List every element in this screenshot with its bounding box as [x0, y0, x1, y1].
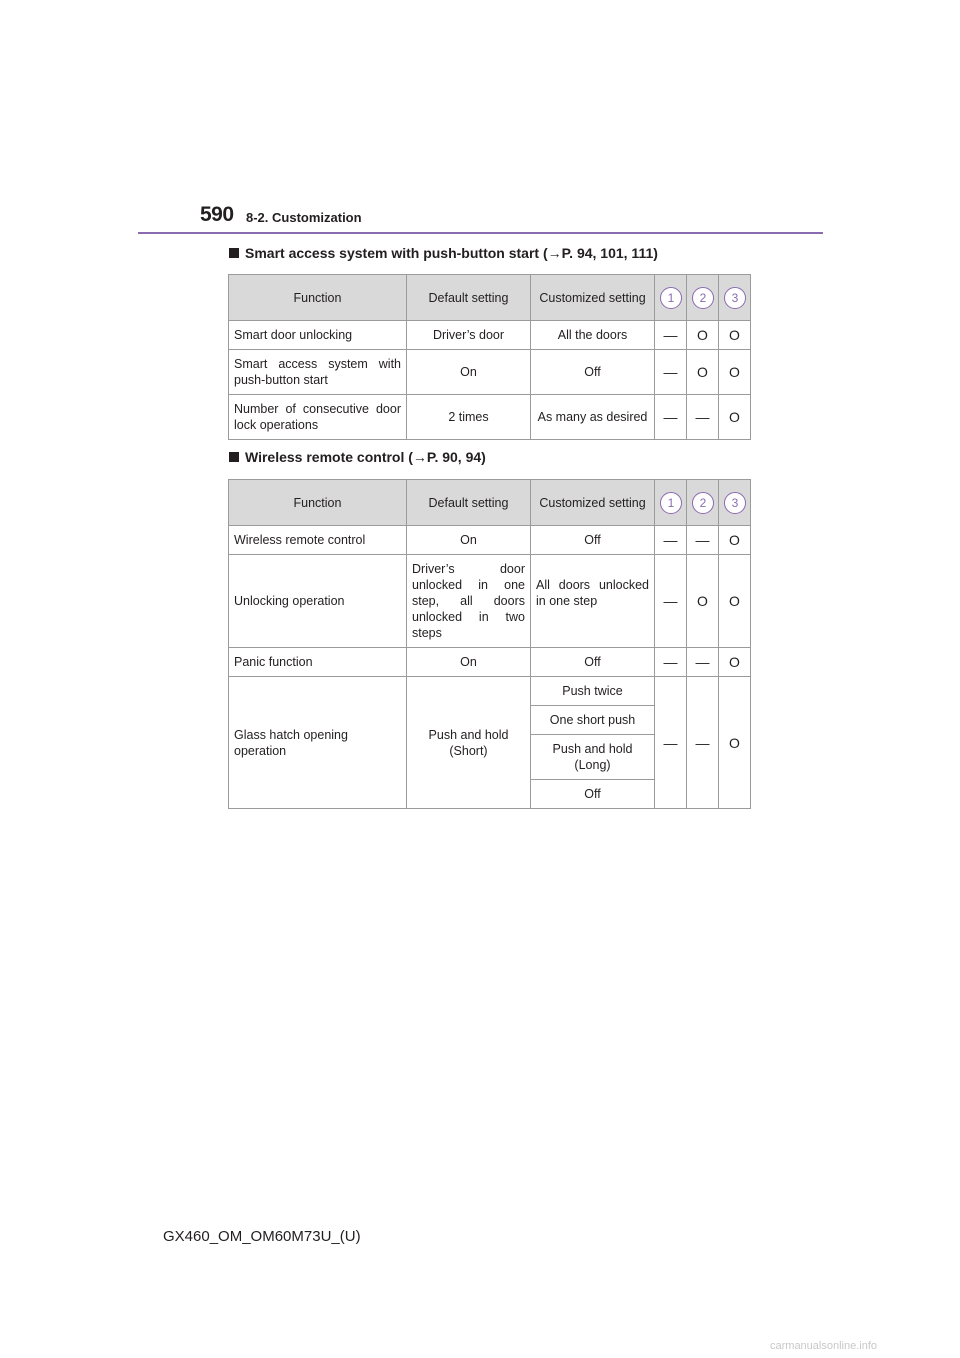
col-header-function: Function — [229, 480, 407, 526]
cell-mark-3: O — [719, 648, 751, 677]
col-header-function: Function — [229, 275, 407, 321]
cell-option: Off — [531, 780, 655, 809]
cell-mark-1: — — [655, 395, 687, 440]
cell-function: Wireless remote control — [229, 526, 407, 555]
wireless-remote-table — [228, 479, 751, 809]
cell-mark-2: O — [687, 321, 719, 350]
header-divider — [138, 232, 823, 234]
cell-mark-1: — — [655, 526, 687, 555]
cell-default: Driver’s door unlocked in one step, all doors unlocked in two steps — [407, 555, 531, 648]
cell-function: Smart door unlocking — [229, 321, 407, 350]
table-row — [229, 350, 751, 395]
cell-function: Number of consecutive door lock operations — [229, 395, 407, 440]
cell-mark-2: — — [687, 677, 719, 809]
table-header-row — [229, 275, 751, 321]
circled-3-icon: 3 — [724, 287, 746, 309]
table-row — [229, 648, 751, 677]
col-header-1 — [655, 480, 687, 526]
cell-mark-3: O — [719, 677, 751, 809]
table-row — [229, 321, 751, 350]
cell-mark-2: O — [687, 555, 719, 648]
cell-mark-3: O — [719, 526, 751, 555]
col-header-3 — [719, 480, 751, 526]
cell-customized: Off — [531, 648, 655, 677]
cell-default: On — [407, 648, 531, 677]
circled-1-icon: 1 — [660, 492, 682, 514]
cell-customized: Off — [531, 350, 655, 395]
cell-mark-3: O — [719, 321, 751, 350]
cell-mark-2: O — [687, 350, 719, 395]
col-header-customized: Customized setting — [531, 275, 655, 321]
footer-document-code: GX460_OM_OM60M73U_(U) — [163, 1228, 361, 1245]
cell-mark-1: — — [655, 648, 687, 677]
cell-mark-1: — — [655, 555, 687, 648]
cell-mark-2: — — [687, 395, 719, 440]
col-header-3 — [719, 275, 751, 321]
cell-default: On — [407, 526, 531, 555]
cell-option: Push and hold (Long) — [531, 735, 655, 780]
bullet-square-icon — [229, 248, 239, 258]
col-header-default: Default setting — [407, 275, 531, 321]
col-header-2 — [687, 275, 719, 321]
cell-function: Panic function — [229, 648, 407, 677]
table-row — [229, 677, 751, 706]
circled-1-icon: 1 — [660, 287, 682, 309]
table2-title: Wireless remote control (→P. 90, 94) — [245, 449, 486, 465]
bullet-square-icon — [229, 452, 239, 462]
cell-mark-3: O — [719, 350, 751, 395]
cell-mark-3: O — [719, 395, 751, 440]
watermark: carmanualsonline.info — [770, 1340, 878, 1352]
table-row — [229, 555, 751, 648]
cell-mark-3: O — [719, 555, 751, 648]
cell-option: Push twice — [531, 677, 655, 706]
table1-heading — [229, 245, 658, 261]
smart-access-table — [228, 274, 751, 440]
cell-customized: Off — [531, 526, 655, 555]
col-header-customized: Customized setting — [531, 480, 655, 526]
page-number: 590 — [200, 203, 234, 226]
cell-function: Unlocking operation — [229, 555, 407, 648]
col-header-1 — [655, 275, 687, 321]
cell-default: Driver’s door — [407, 321, 531, 350]
circled-2-icon: 2 — [692, 287, 714, 309]
cell-function: Glass hatch opening operation — [229, 677, 407, 809]
col-header-default: Default setting — [407, 480, 531, 526]
cell-mark-1: — — [655, 350, 687, 395]
cell-customized: As many as desired — [531, 395, 655, 440]
table-header-row — [229, 480, 751, 526]
section-title: 8-2. Customization — [246, 210, 362, 225]
col-header-2 — [687, 480, 719, 526]
table2-heading — [229, 449, 486, 465]
cell-default: Push and hold (Short) — [407, 677, 531, 809]
circled-2-icon: 2 — [692, 492, 714, 514]
cell-default: 2 times — [407, 395, 531, 440]
table-row — [229, 395, 751, 440]
table-row — [229, 526, 751, 555]
cell-mark-1: — — [655, 677, 687, 809]
cell-default: On — [407, 350, 531, 395]
cell-customized: All doors unlocked in one step — [531, 555, 655, 648]
cell-option: One short push — [531, 706, 655, 735]
circled-3-icon: 3 — [724, 492, 746, 514]
cell-mark-2: — — [687, 526, 719, 555]
cell-mark-1: — — [655, 321, 687, 350]
table1-title: Smart access system with push-button start (→P. 94, 101, 111) — [245, 245, 658, 261]
cell-function: Smart access system with push-button start — [229, 350, 407, 395]
cell-customized: All the doors — [531, 321, 655, 350]
cell-mark-2: — — [687, 648, 719, 677]
